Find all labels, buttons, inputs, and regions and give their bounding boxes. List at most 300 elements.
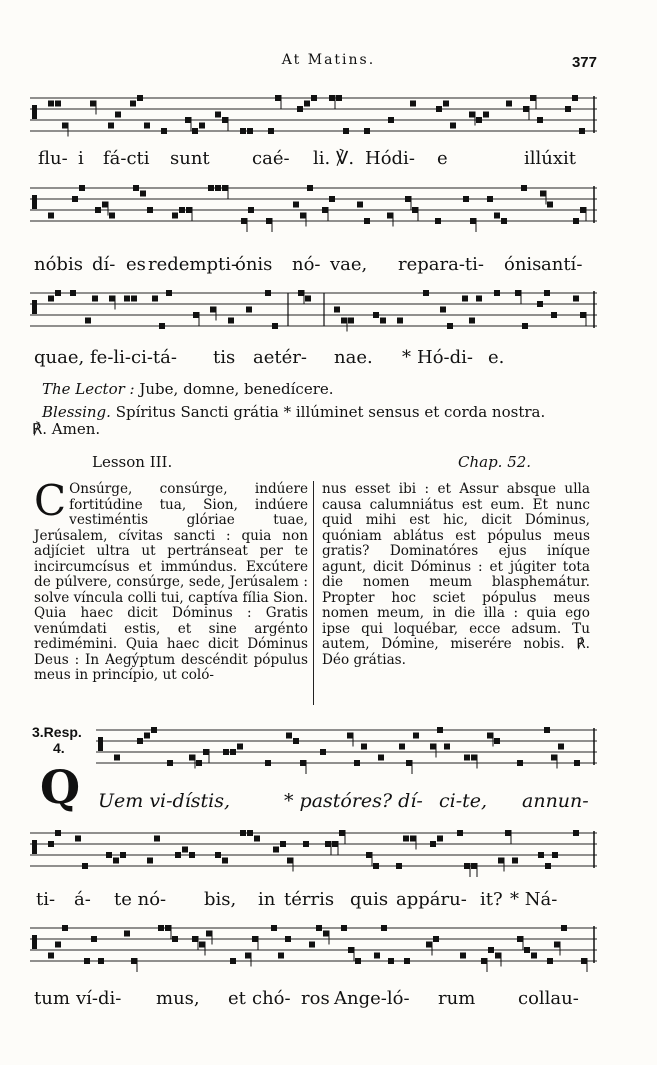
neume: [522, 323, 528, 329]
neume: [336, 95, 342, 101]
lyric-syllable: nóbis: [34, 254, 83, 275]
neume: [203, 749, 209, 755]
neume: [210, 307, 216, 313]
lyric-syllable: et: [228, 988, 246, 1009]
neume: [580, 312, 586, 318]
neume: [208, 185, 214, 191]
neume: [179, 207, 185, 213]
column-divider: [313, 481, 314, 705]
neume: [199, 123, 205, 129]
neume: [147, 207, 153, 213]
lyric-syllable: in: [258, 889, 276, 910]
neume: [167, 760, 173, 766]
neume: [581, 958, 587, 964]
chant-staff-3: [30, 285, 597, 341]
neume: [494, 213, 500, 219]
neume: [515, 290, 521, 296]
neume: [378, 755, 384, 761]
lyric-syllable: caé-: [252, 148, 290, 169]
lyric-syllable: es: [126, 254, 146, 275]
lyric-syllable: chó-: [252, 988, 291, 1009]
lyric-syllable: redempti-: [148, 254, 238, 275]
neume: [114, 755, 120, 761]
lyric-syllable: * Ná-: [510, 889, 558, 910]
neume: [240, 830, 246, 836]
neume: [481, 958, 487, 964]
page-number: 377: [571, 54, 597, 71]
neume: [300, 760, 306, 766]
neume: [304, 101, 310, 107]
neume: [246, 307, 252, 313]
neume: [554, 942, 560, 948]
neume: [517, 760, 523, 766]
neume: [222, 117, 228, 123]
neume: [388, 958, 394, 964]
neume: [463, 196, 469, 202]
neume: [175, 852, 181, 858]
neume: [374, 953, 380, 959]
neume: [109, 296, 115, 302]
lyric-syllable: Uem vi-dístis,: [98, 790, 231, 812]
neume: [361, 744, 367, 750]
neume: [186, 207, 192, 213]
neume: [144, 733, 150, 739]
neume: [193, 312, 199, 318]
neume: [476, 117, 482, 123]
neume: [266, 218, 272, 224]
neume: [82, 863, 88, 869]
neume: [309, 942, 315, 948]
neume: [551, 312, 557, 318]
neume: [165, 925, 171, 931]
lyric-syllable: quis: [350, 889, 389, 910]
neume: [339, 830, 345, 836]
lyric-syllable: i: [78, 148, 84, 169]
neume: [329, 196, 335, 202]
neume: [469, 112, 475, 118]
lesson-chapter: Chap. 52.: [458, 453, 532, 471]
neume: [487, 196, 493, 202]
neume: [206, 931, 212, 937]
clef-mark: [32, 935, 37, 949]
lyric-syllable: nó-: [292, 254, 321, 275]
neume: [286, 733, 292, 739]
staff-svg: [30, 180, 597, 236]
neume: [457, 830, 463, 836]
neume: [412, 207, 418, 213]
neume: [531, 953, 537, 959]
neume: [544, 290, 550, 296]
neume: [558, 744, 564, 750]
neume: [399, 744, 405, 750]
neume: [84, 958, 90, 964]
neume: [92, 296, 98, 302]
neume: [341, 318, 347, 324]
neume: [483, 112, 489, 118]
neume: [108, 123, 114, 129]
neume: [248, 207, 254, 213]
neume: [130, 101, 136, 107]
neume: [48, 841, 54, 847]
neume: [305, 296, 311, 302]
neume: [397, 318, 403, 324]
lyric-syllable: antí-: [541, 254, 583, 275]
running-header: At Matins.: [281, 52, 376, 68]
lyric-syllable: *: [402, 347, 411, 368]
neume: [199, 942, 205, 948]
neume: [113, 858, 119, 864]
neume: [293, 738, 299, 744]
neume: [547, 202, 553, 208]
lyric-syllable: * pastóres? dí-: [284, 790, 423, 812]
neume: [537, 301, 543, 307]
neume: [444, 744, 450, 750]
neume: [241, 218, 247, 224]
neume: [357, 202, 363, 208]
neume: [152, 296, 158, 302]
neume: [373, 863, 379, 869]
neume: [154, 836, 160, 842]
neume: [98, 958, 104, 964]
neume: [48, 101, 54, 107]
neume: [131, 958, 137, 964]
neume: [192, 128, 198, 134]
neume: [348, 318, 354, 324]
neume: [223, 749, 229, 755]
neume: [215, 185, 221, 191]
neume: [487, 733, 493, 739]
neume: [573, 830, 579, 836]
clef-mark: [32, 300, 37, 314]
lyric-syllable: á-: [74, 889, 91, 910]
blessing-label: Blessing.: [42, 403, 111, 421]
lesson-left-body: Onsúrge, consúrge, indúere fortitúdine tua, Sion, indúere vestiméntis glóriae tuae, Jerúsalem, cívitas sancti : quia non adjíciet ultra ut pertránseat per te incircumcísus et immúndus. Excútere de púlvere, consúrge, sede, Jerúsalem : solve víncula colli tui, captíva fília Sion. Quia haec dicit Dóminus : Gratis venúmdati estis, et sine argénto redimémini. Quia haec dicit Dóminus Deus : In Aegýptum descéndit pópulus meus in princípio, ut coló-: [34, 481, 308, 683]
neume: [159, 323, 165, 329]
neume: [551, 755, 557, 761]
neume: [144, 123, 150, 129]
neume: [501, 218, 507, 224]
lesson-text-right: nus esset ibi : et Assur absque ulla causa calumniátus est eum. Et nunc quid mihi est hic, dicit Dóminus, quóniam ablátus est pópulus meus gratis? Dominatóres ejus iníque agunt, dicit Dóminus : et júgiter tota die nomen meum blasphemátur. Propter hoc sciet pópulus meus nomen meum, in die illa : quia ego ipse qui loquébar, ecce adsum. Tu autem, Dómine, miserére nobis. ℟. Déo grátias.: [322, 481, 590, 668]
neume: [172, 213, 178, 219]
neume: [247, 128, 253, 134]
lyric-syllable: annun-: [522, 790, 589, 812]
mode-number: 4.: [53, 740, 65, 756]
neume: [471, 755, 477, 761]
lyric-syllable: Hódi-: [365, 148, 415, 169]
lyric-syllable: e: [437, 148, 448, 169]
neume: [189, 852, 195, 858]
neume: [55, 830, 61, 836]
neume: [75, 836, 81, 842]
neume: [580, 207, 586, 213]
neume: [240, 128, 246, 134]
neume: [364, 218, 370, 224]
neume: [151, 727, 157, 733]
neume: [561, 925, 567, 931]
lyric-syllable: quae,: [34, 347, 85, 368]
staff-svg: [30, 920, 597, 976]
staff-svg: [30, 285, 597, 341]
neume: [106, 852, 112, 858]
neume: [55, 101, 61, 107]
neume: [469, 318, 475, 324]
lyric-syllable: ónis: [235, 254, 273, 275]
neume: [311, 95, 317, 101]
lesson-dropcap: C: [34, 476, 67, 525]
neume: [147, 858, 153, 864]
clef-mark: [32, 195, 37, 209]
lyric-syllable: Hó-di-: [417, 347, 473, 368]
neume: [426, 942, 432, 948]
neume: [120, 852, 126, 858]
neume: [343, 128, 349, 134]
blessing-paragraph: [32, 403, 590, 438]
neume: [325, 841, 331, 847]
neume: [172, 936, 178, 942]
neume: [297, 106, 303, 112]
lyric-syllable: dí-: [92, 254, 116, 275]
neume: [322, 207, 328, 213]
neume: [254, 836, 260, 842]
clef-mark: [32, 105, 37, 119]
neume: [307, 185, 313, 191]
lyric-syllable: ónis: [504, 254, 542, 275]
neume: [230, 958, 236, 964]
neume: [237, 744, 243, 750]
neume: [574, 760, 580, 766]
neume: [70, 290, 76, 296]
neume: [303, 841, 309, 847]
neume: [268, 128, 274, 134]
neume: [498, 858, 504, 864]
neume: [62, 925, 68, 931]
lyric-syllable: ti-: [36, 889, 56, 910]
neume: [355, 958, 361, 964]
lyric-syllable: ℣.: [336, 148, 355, 169]
neume: [228, 318, 234, 324]
neume: [323, 931, 329, 937]
neume: [579, 128, 585, 134]
neume: [476, 296, 482, 302]
neume: [55, 290, 61, 296]
neume: [450, 123, 456, 129]
neume: [380, 318, 386, 324]
neume: [265, 290, 271, 296]
neume: [245, 953, 251, 959]
neume: [137, 95, 143, 101]
neume: [436, 106, 442, 112]
neume: [462, 296, 468, 302]
neume: [102, 202, 108, 208]
neume: [410, 101, 416, 107]
clef-mark: [98, 737, 103, 751]
neume: [222, 185, 228, 191]
neume: [334, 307, 340, 313]
neume: [222, 858, 228, 864]
neume: [273, 847, 279, 853]
neume: [405, 196, 411, 202]
neume: [366, 852, 372, 858]
neume: [443, 101, 449, 107]
neume: [91, 936, 97, 942]
neume: [387, 213, 393, 219]
neume: [547, 958, 553, 964]
neume: [133, 185, 139, 191]
neume: [494, 290, 500, 296]
neume: [158, 925, 164, 931]
lyric-syllable: nae.: [334, 347, 373, 368]
neume: [494, 738, 500, 744]
lyric-syllable: flu-: [38, 148, 68, 169]
neume: [278, 953, 284, 959]
neume: [166, 290, 172, 296]
neume: [189, 755, 195, 761]
lector-label: The Lector :: [42, 380, 135, 398]
neume: [373, 312, 379, 318]
neume: [523, 106, 529, 112]
neume: [537, 117, 543, 123]
neume: [552, 852, 558, 858]
neume: [124, 931, 130, 937]
neume: [275, 95, 281, 101]
neume: [348, 947, 354, 953]
neume: [410, 836, 416, 842]
lesson-text-left: [34, 476, 308, 684]
neume: [488, 947, 494, 953]
neume: [347, 733, 353, 739]
neume: [565, 106, 571, 112]
staff-svg: [30, 90, 597, 146]
neume: [95, 207, 101, 213]
neume: [215, 852, 221, 858]
neume: [265, 760, 271, 766]
neume: [521, 185, 527, 191]
neume: [573, 218, 579, 224]
neume: [495, 953, 501, 959]
lyric-syllable: fe-li-ci-tá-: [90, 347, 177, 368]
neume: [572, 95, 578, 101]
neume: [530, 95, 536, 101]
lyric-syllable: mus,: [156, 988, 200, 1009]
neume: [540, 191, 546, 197]
neume: [437, 727, 443, 733]
lyric-syllable: repara-ti-: [398, 254, 485, 275]
neume: [332, 841, 338, 847]
neume: [512, 858, 518, 864]
lyric-syllable: bis,: [204, 889, 237, 910]
neume: [72, 196, 78, 202]
blessing-response: ℟. Amen.: [32, 420, 101, 438]
neume: [48, 296, 54, 302]
neume: [505, 830, 511, 836]
neume: [435, 218, 441, 224]
neume: [403, 836, 409, 842]
staff-svg: [96, 722, 597, 778]
neume: [293, 202, 299, 208]
neume: [48, 213, 54, 219]
neume: [185, 117, 191, 123]
lyric-syllable: illúxit: [524, 148, 577, 169]
neume: [196, 760, 202, 766]
neume: [364, 128, 370, 134]
neume: [85, 318, 91, 324]
neume: [161, 128, 167, 134]
lyric-syllable: it?: [480, 889, 503, 910]
neume: [124, 296, 130, 302]
neume: [573, 296, 579, 302]
neume: [215, 112, 221, 118]
blessing-text: Spíritus Sancti grátia * illúminet sensus et corda nostra.: [110, 403, 546, 421]
neume: [230, 749, 236, 755]
neume: [430, 744, 436, 750]
neume: [447, 323, 453, 329]
neume: [285, 936, 291, 942]
lyric-syllable: ví-di-: [76, 988, 122, 1009]
neume: [341, 925, 347, 931]
neume: [464, 755, 470, 761]
lyric-syllable: li.: [313, 148, 331, 169]
lector-text: Jube, domne, benedícere.: [134, 380, 334, 398]
neume: [140, 191, 146, 197]
lyric-syllable: te nó-: [114, 889, 167, 910]
chant-staff-4: [96, 722, 597, 778]
neume: [55, 942, 61, 948]
neume: [545, 863, 551, 869]
lyric-syllable: collau-: [518, 988, 579, 1009]
neume: [316, 925, 322, 931]
responsory-label: 3.Resp.: [32, 724, 82, 740]
chant-staff-2: [30, 180, 597, 236]
neume: [470, 218, 476, 224]
neume: [437, 836, 443, 842]
lyric-syllable: Ange-ló-: [334, 988, 410, 1009]
neume: [329, 95, 335, 101]
chant-staff-6: [30, 920, 597, 976]
neume: [440, 307, 446, 313]
neume: [430, 841, 436, 847]
responsory-initial: Q: [40, 760, 81, 814]
neume: [109, 213, 115, 219]
lesson-title: Lesson III.: [92, 453, 173, 471]
lyric-syllable: sunt: [170, 148, 210, 169]
neume: [252, 936, 258, 942]
neume: [48, 953, 54, 959]
lyric-syllable: appáru-: [396, 889, 467, 910]
lyric-syllable: tum: [34, 988, 70, 1009]
lyric-syllable: ci-te,: [439, 790, 488, 812]
chant-staff-5: [30, 825, 597, 881]
neume: [137, 738, 143, 744]
neume: [471, 863, 477, 869]
neume: [115, 112, 121, 118]
neume: [271, 925, 277, 931]
lyric-syllable: aetér-: [253, 347, 307, 368]
neume: [298, 290, 304, 296]
neume: [423, 290, 429, 296]
neume: [79, 185, 85, 191]
neume: [280, 841, 286, 847]
neume: [396, 863, 402, 869]
neume: [320, 749, 326, 755]
neume: [538, 852, 544, 858]
staff-svg: [30, 825, 597, 881]
lyric-syllable: e.: [488, 347, 505, 368]
neume: [287, 858, 293, 864]
lyric-syllable: tis: [213, 347, 236, 368]
lyric-syllable: rum: [438, 988, 476, 1009]
lyric-syllable: térris: [284, 889, 335, 910]
chant-staff-1: [30, 90, 597, 146]
